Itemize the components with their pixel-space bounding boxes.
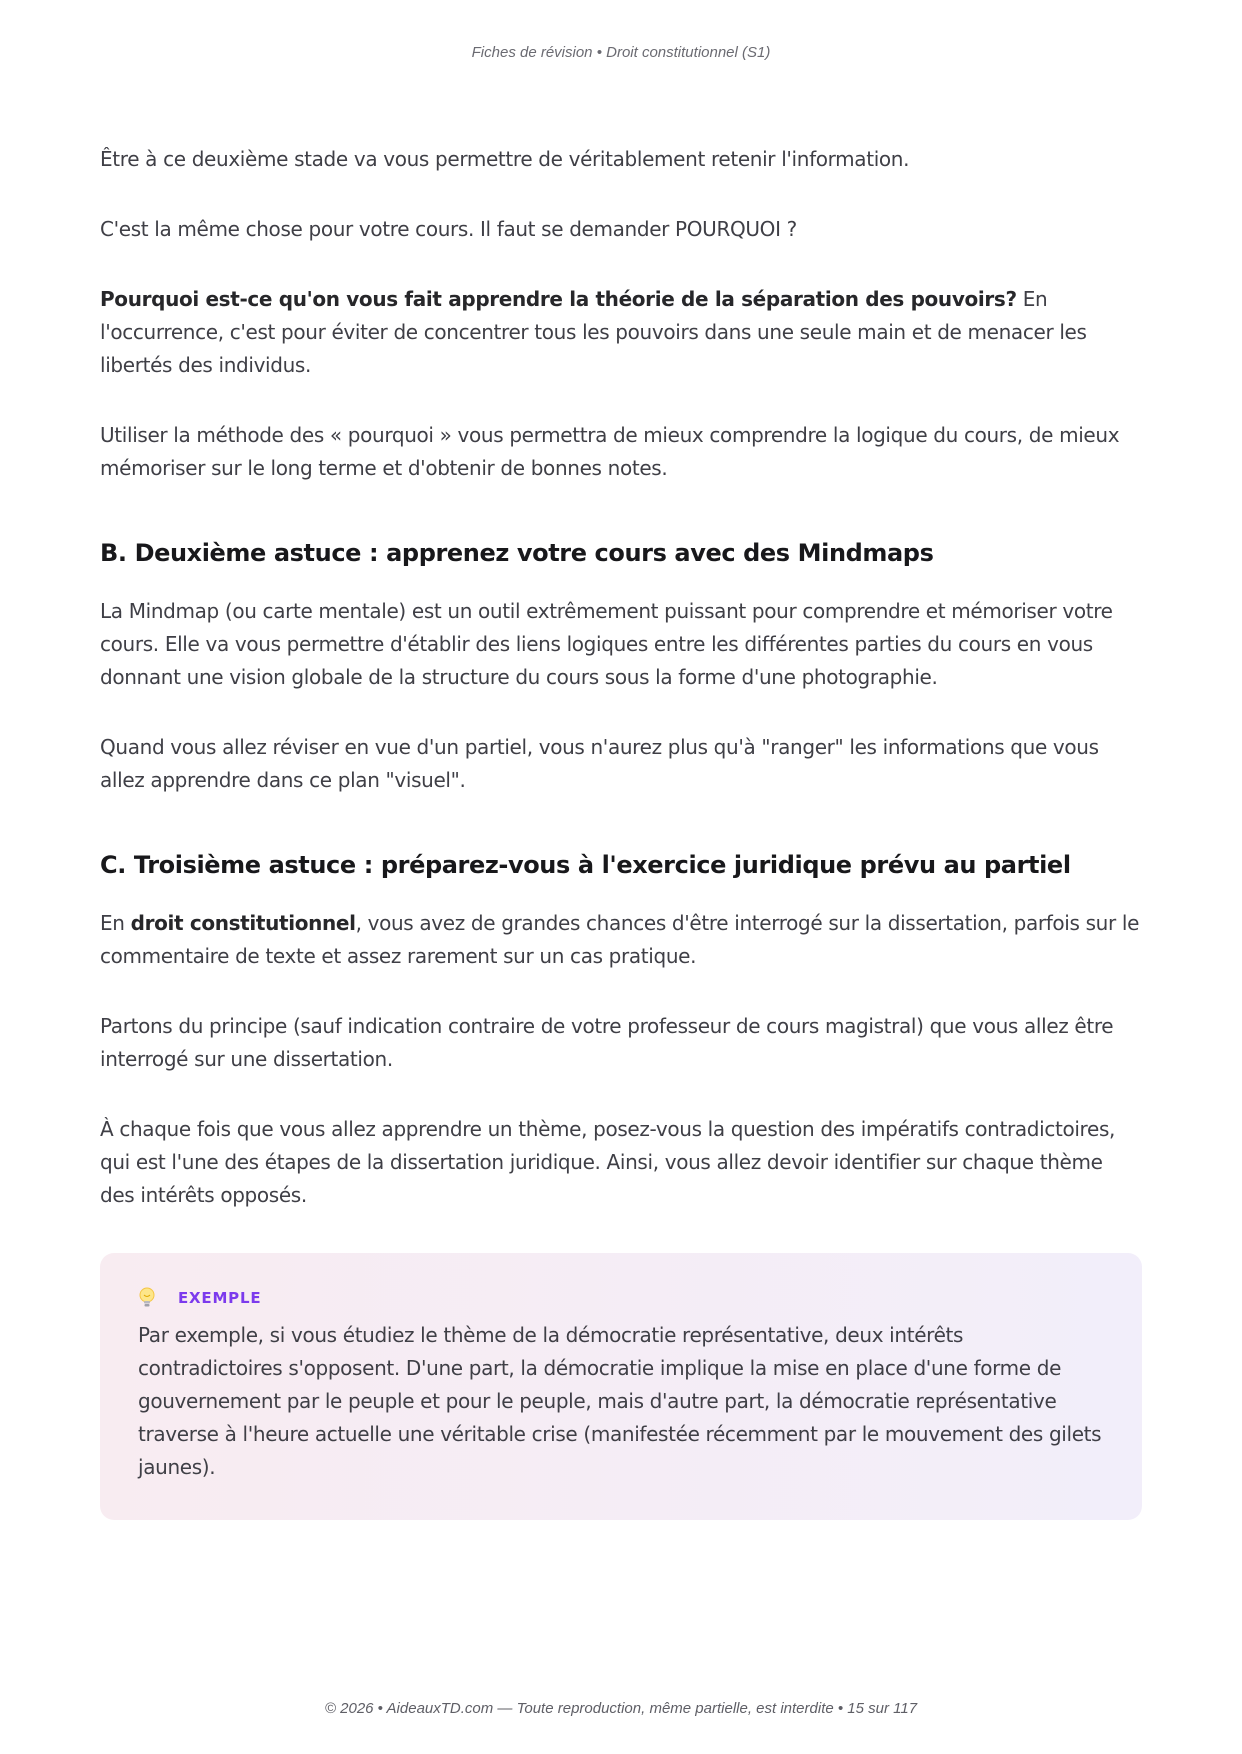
section-heading-b: B. Deuxième astuce : apprenez votre cours avec des Mindmaps <box>100 539 934 567</box>
example-header <box>138 1287 1104 1309</box>
example-callout <box>100 1253 1142 1520</box>
paragraph-text: , vous avez de grandes chances d'être interrogé sur la dissertation, parfois sur le commentaire de texte et assez rarement sur un cas pratique. <box>100 911 1140 968</box>
paragraph-text: En <box>100 911 131 935</box>
paragraph: C'est la même chose pour votre cours. Il faut se demander POURQUOI ? <box>100 217 797 241</box>
example-label: EXEMPLE <box>178 1289 262 1307</box>
paragraph <box>100 907 1142 973</box>
bold-term: droit constitutionnel <box>130 911 356 935</box>
paragraph: Quand vous allez réviser en vue d'un partiel, vous n'aurez plus qu'à "ranger" les informations que vous allez apprendre dans ce plan "visuel". <box>100 735 1099 792</box>
example-text: Par exemple, si vous étudiez le thème de la démocratie représentative, deux intérêts contradictoires s'opposent. D'une part, la démocratie implique la mise en place d'une forme de gouvernement par le peuple et pour le peuple, mais d'autre part, la démocratie représentative traverse à l'heure actuelle une véritable crise (manifestée récemment par le mouvement des gilets jaunes). <box>138 1323 1102 1479</box>
lightbulb-icon <box>138 1287 156 1309</box>
section-heading-c: C. Troisième astuce : préparez-vous à l'exercice juridique prévu au partiel <box>100 851 1071 879</box>
paragraph <box>100 283 1142 382</box>
paragraph: À chaque fois que vous allez apprendre un thème, posez-vous la question des impératifs contradictoires, qui est l'une des étapes de la dissertation juridique. Ainsi, vous allez devoir identifier sur chaque thème des intérêts opposés. <box>100 1117 1116 1207</box>
running-header: Fiches de révision • Droit constitutionnel (S1) <box>471 44 771 61</box>
page-content <box>100 143 1142 1520</box>
bold-question: Pourquoi est-ce qu'on vous fait apprendre la théorie de la séparation des pouvoirs? <box>100 287 1017 311</box>
running-footer: © 2026 • AideauxTD.com — Toute reproduction, même partielle, est interdite • 15 sur 117 <box>324 1700 918 1717</box>
paragraph: Partons du principe (sauf indication contraire de votre professeur de cours magistral) que vous allez être interrogé sur une dissertation. <box>100 1014 1114 1071</box>
paragraph: Être à ce deuxième stade va vous permettre de véritablement retenir l'information. <box>100 147 910 171</box>
paragraph: La Mindmap (ou carte mentale) est un outil extrêmement puissant pour comprendre et mémoriser votre cours. Elle va vous permettre d'établir des liens logiques entre les différentes parties du cours en vous donnant une vision globale de la structure du cours sous la forme d'une photographie. <box>100 599 1113 689</box>
paragraph-text: En l'occurrence, c'est pour éviter de concentrer tous les pouvoirs dans une seule main et de menacer les libertés des individus. <box>100 287 1087 377</box>
paragraph: Utiliser la méthode des « pourquoi » vous permettra de mieux comprendre la logique du cours, de mieux mémoriser sur le long terme et d'obtenir de bonnes notes. <box>100 423 1120 480</box>
